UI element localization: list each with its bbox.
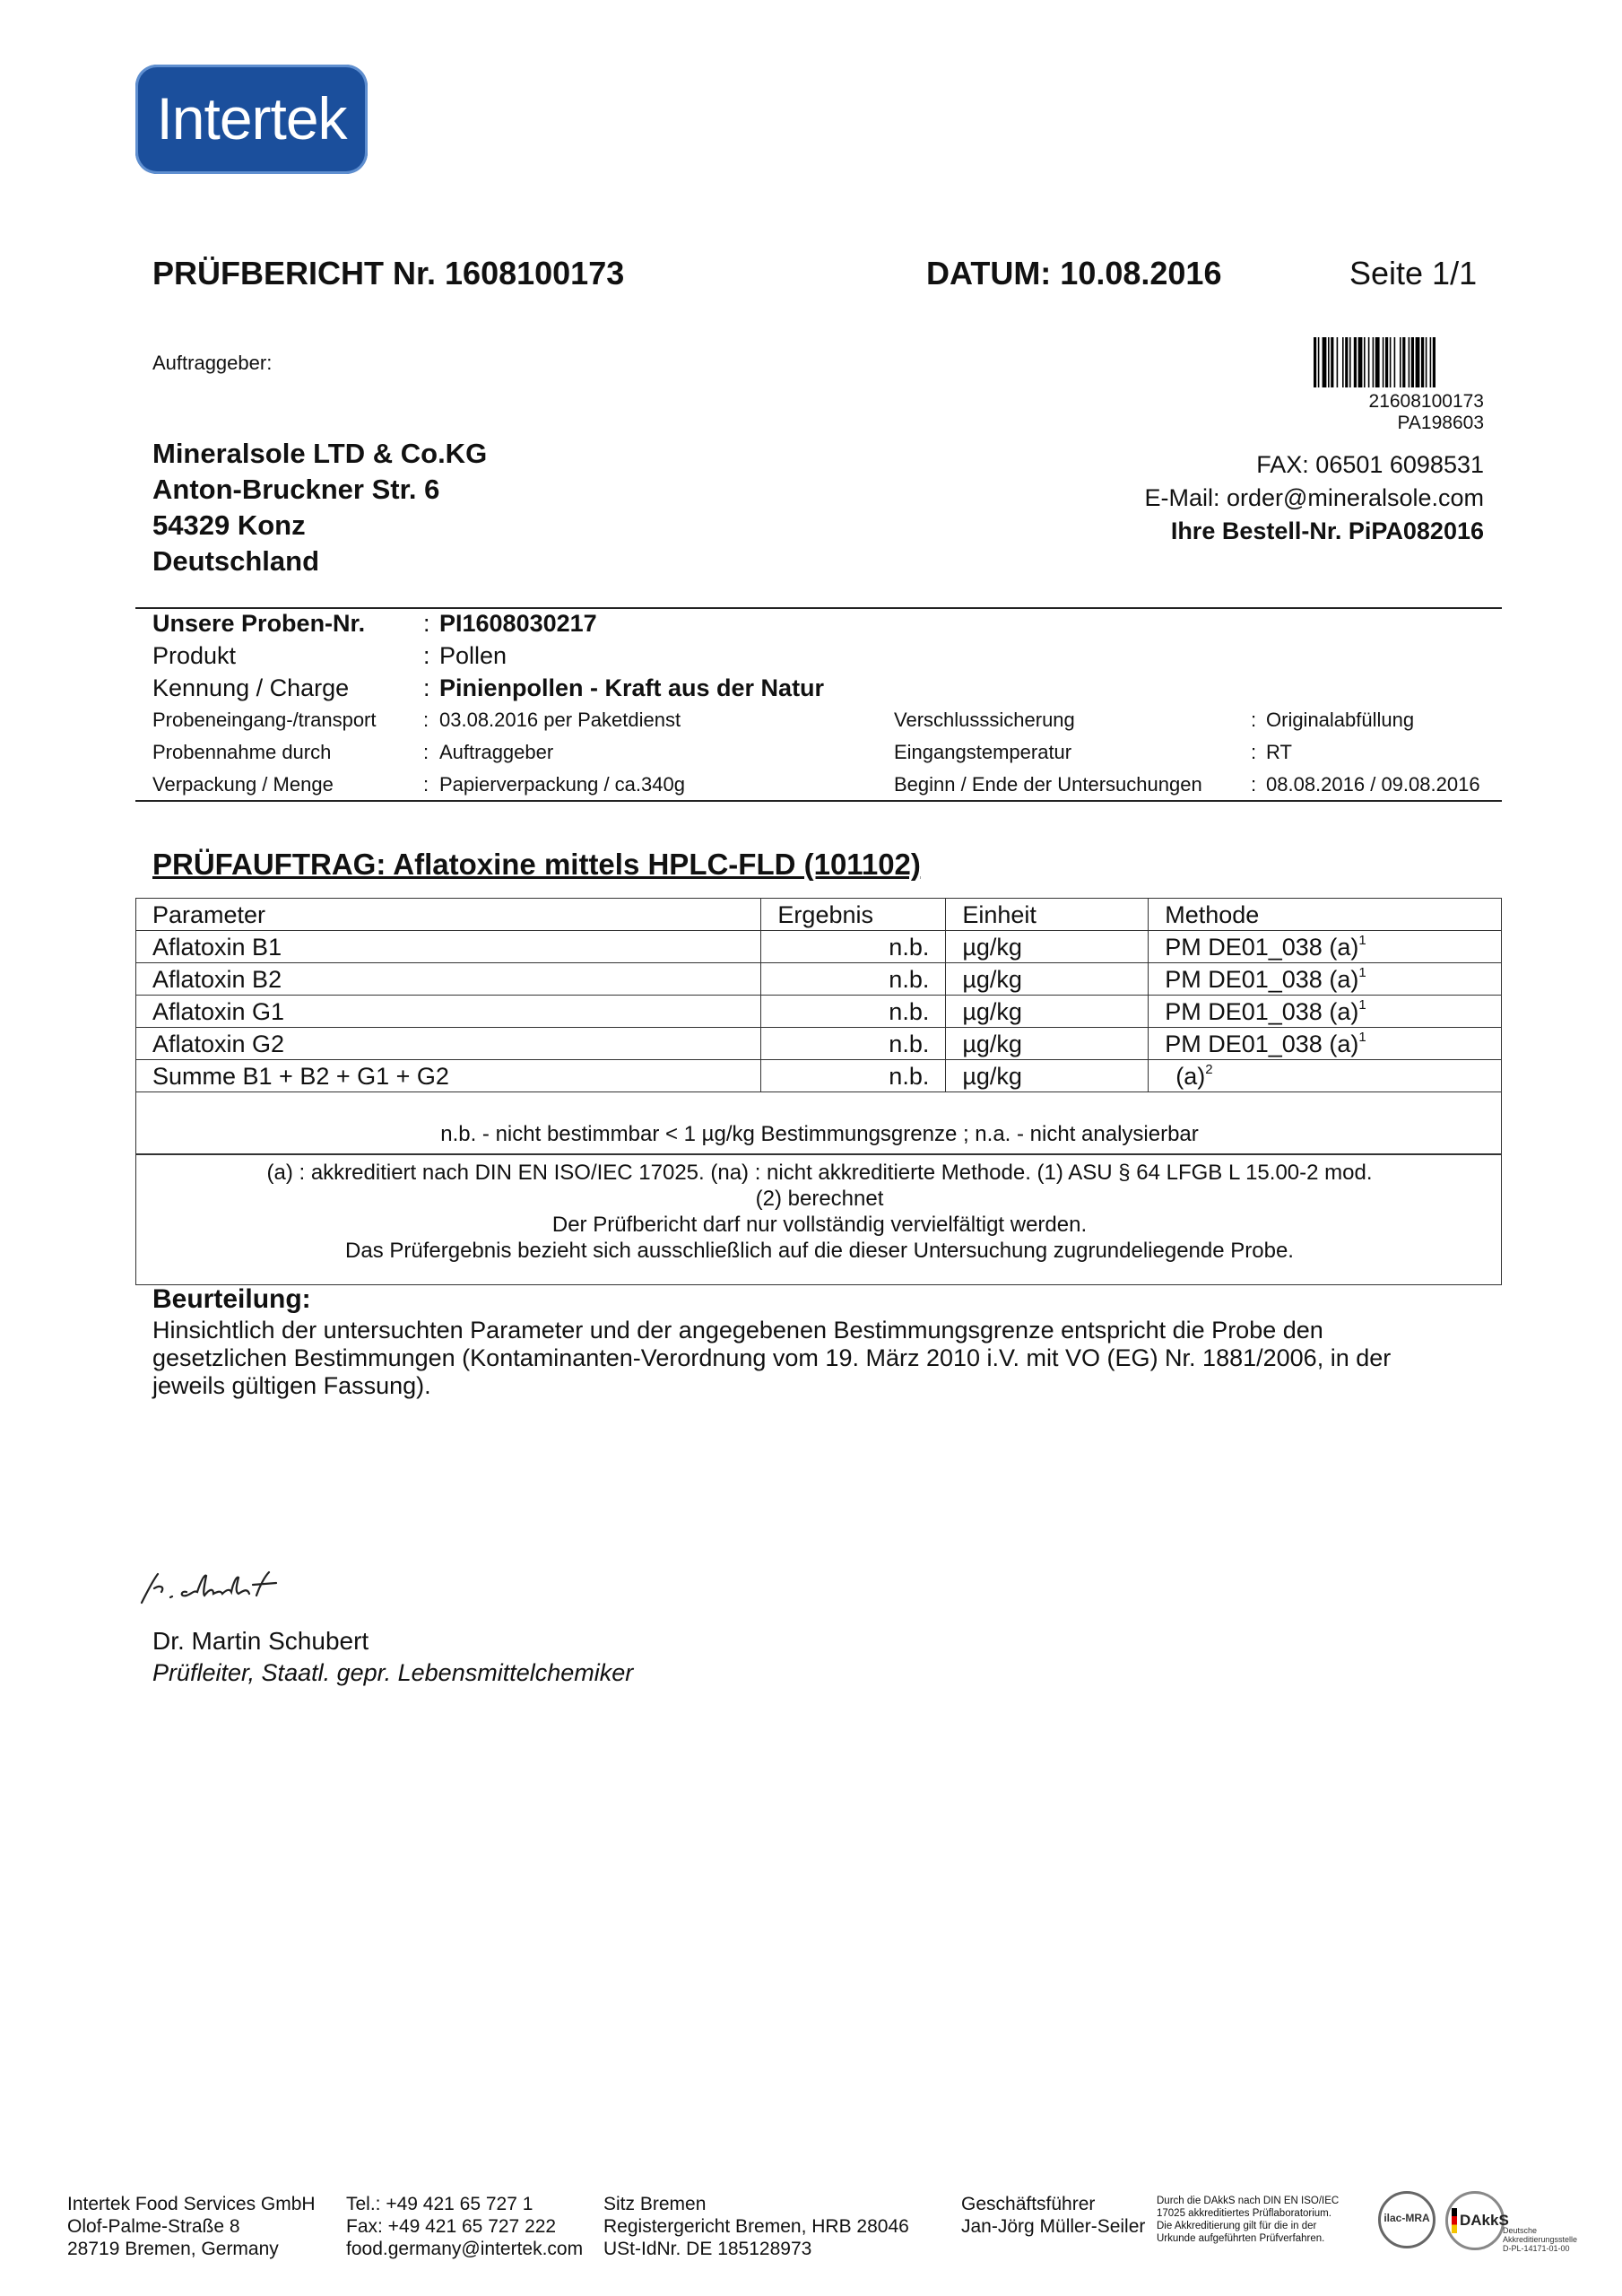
method-footnote: 1	[1358, 932, 1366, 948]
footer-registry	[603, 2193, 909, 2260]
barcode-bar	[1394, 337, 1396, 387]
method-footnote: 2	[1205, 1061, 1213, 1077]
barcode-bar	[1337, 337, 1339, 387]
test-period-value: 08.08.2016 / 09.08.2016	[1266, 773, 1480, 796]
calculation-note: (2) berechnet	[755, 1187, 884, 1211]
barcode-bar	[1402, 337, 1405, 387]
handwritten-signature	[134, 1565, 305, 1610]
client-line: Anton-Bruckner Str. 6	[152, 474, 440, 505]
barcode-bar	[1373, 337, 1375, 387]
report-date: DATUM: 10.08.2016	[926, 255, 1222, 291]
test-order-title: PRÜFAUFTRAG: Aflatoxine mittels HPLC-FLD (101102)	[152, 848, 921, 881]
divider-bottom	[135, 800, 1502, 802]
dakks-seal	[1445, 2191, 1509, 2250]
table-row	[136, 931, 1502, 963]
barcode-bar	[1409, 337, 1410, 387]
barcode-bar	[1390, 337, 1392, 387]
batch-label: Kennung / Charge	[152, 674, 350, 701]
table-row	[136, 996, 1502, 1028]
cell-parameter: Summe B1 + B2 + G1 + G2	[136, 1060, 761, 1092]
order-number: Ihre Bestell-Nr. PiPA082016	[1170, 517, 1484, 544]
barcode-bar	[1314, 337, 1316, 387]
sampling-label: Probennahme durch	[152, 741, 332, 763]
page-number: Seite 1/1	[1349, 255, 1478, 291]
ilac-mra-seal	[1378, 2191, 1436, 2248]
packaging-value: Papierverpackung / ca.340g	[439, 773, 685, 796]
barcode-bar	[1323, 337, 1327, 387]
footer-line: Olof-Palme-Straße 8	[67, 2216, 240, 2237]
sample-colon: :	[423, 741, 429, 763]
cell-result: n.b.	[761, 931, 946, 963]
footer-line: Geschäftsführer	[961, 2194, 1096, 2214]
footer-line: Deutsche	[1503, 2226, 1538, 2235]
seal-value: Originalabfüllung	[1266, 709, 1415, 731]
barcode-bar	[1383, 337, 1384, 387]
results-table	[135, 898, 1502, 1092]
temperature-label: Eingangstemperatur	[894, 741, 1072, 763]
receipt-label: Probeneingang-/transport	[152, 709, 377, 731]
footer-line: Tel.: +49 421 65 727 1	[346, 2194, 533, 2214]
barcode-bar	[1416, 337, 1420, 387]
footer-line: D-PL-14171-01-00	[1503, 2244, 1570, 2253]
method-text: PM DE01_038 (a)	[1165, 997, 1359, 1025]
report-title: PRÜFBERICHT Nr. 1608100173	[152, 255, 625, 291]
barcode-bar	[1385, 337, 1388, 387]
batch-value: Pinienpollen - Kraft aus der Natur	[439, 674, 825, 701]
barcode-bar	[1421, 337, 1424, 387]
sample-colon: :	[423, 674, 430, 701]
client-contact	[1031, 448, 1484, 548]
copy-note: Der Prüfbericht darf nur vollständig vervielfältigt werden.	[551, 1213, 1088, 1237]
packaging-label: Verpackung / Menge	[152, 773, 334, 796]
scope-note: Das Prüfergebnis bezieht sich ausschließlich auf die dieser Untersuchung zugrundeliegende Probe.	[345, 1239, 1294, 1263]
sample-colon: :	[423, 610, 430, 637]
barcode-graphic	[1314, 337, 1484, 387]
cell-method	[1149, 1028, 1502, 1060]
footer-phone	[346, 2193, 583, 2260]
sample-number-value: PI1608030217	[439, 610, 597, 637]
flag-stripe-icon	[1452, 2208, 1457, 2233]
method-text: PM DE01_038 (a)	[1165, 933, 1359, 961]
method-text: PM DE01_038 (a)	[1165, 965, 1359, 993]
client-line: Deutschland	[152, 545, 320, 577]
method-footnote: 1	[1358, 996, 1366, 1013]
footer-line: Urkunde aufgeführten Prüfverfahren.	[1157, 2233, 1325, 2244]
barcode-bar	[1342, 337, 1344, 387]
footer-line: USt-IdNr. DE 185128973	[603, 2239, 812, 2259]
signatory-name: Dr. Martin Schubert	[152, 1627, 369, 1655]
footer-line: Intertek Food Services GmbH	[67, 2194, 316, 2214]
cell-unit: µg/kg	[946, 931, 1149, 963]
sample-colon: :	[1251, 773, 1257, 796]
barcode-bar	[1426, 337, 1427, 387]
sample-colon: :	[1251, 709, 1257, 731]
client-line: 54329 Konz	[152, 509, 306, 541]
cell-parameter: Aflatoxin G1	[136, 996, 761, 1028]
cell-parameter: Aflatoxin B1	[136, 931, 761, 963]
intertek-logo	[135, 65, 368, 174]
cell-method	[1149, 963, 1502, 996]
footer-line: Registergericht Bremen, HRB 28046	[603, 2216, 909, 2237]
sample-colon: :	[423, 773, 429, 796]
cell-unit: µg/kg	[946, 1028, 1149, 1060]
sample-colon: :	[1251, 741, 1257, 763]
notes-divider	[135, 1153, 1502, 1155]
method-text: (a)	[1175, 1062, 1206, 1090]
barcode-bar	[1318, 337, 1320, 387]
seal-label: Verschlusssicherung	[894, 709, 1075, 731]
footer-accreditation-text	[1157, 2195, 1372, 2245]
footer-line: 17025 akkreditiertes Prüflaboratorium.	[1157, 2208, 1331, 2219]
cell-result: n.b.	[761, 996, 946, 1028]
sample-colon: :	[423, 709, 429, 731]
barcode-bar	[1368, 337, 1370, 387]
dakks-seal-caption	[1503, 2226, 1577, 2253]
footer-line: Jan-Jörg Müller-Seiler	[961, 2216, 1146, 2237]
barcode-bar	[1358, 337, 1363, 387]
email-address: E-Mail: order@mineralsole.com	[1144, 484, 1484, 511]
method-text: PM DE01_038 (a)	[1165, 1030, 1359, 1057]
footer-line: food.germany@intertek.com	[346, 2239, 584, 2259]
footer-line: Durch die DAkkS nach DIN EN ISO/IEC	[1157, 2196, 1340, 2206]
client-line: Mineralsole LTD & Co.KG	[152, 438, 488, 469]
footer-line: Sitz Bremen	[603, 2194, 707, 2214]
client-label: Auftraggeber:	[152, 352, 273, 374]
table-header-row	[136, 899, 1502, 931]
barcode-bar	[1349, 337, 1351, 387]
receipt-value: 03.08.2016 per Paketdienst	[439, 709, 681, 731]
barcode-bar	[1430, 337, 1432, 387]
barcode-bar	[1364, 337, 1366, 387]
table-row	[136, 1060, 1502, 1092]
cell-method	[1149, 931, 1502, 963]
footer-line: Die Akkreditierung gilt für die in der	[1157, 2221, 1317, 2231]
method-footnote: 1	[1358, 964, 1366, 980]
divider-top	[135, 607, 1502, 609]
notes-box	[135, 1091, 1502, 1285]
header-result: Ergebnis	[761, 899, 946, 931]
cell-unit: µg/kg	[946, 963, 1149, 996]
barcode-bar	[1400, 337, 1401, 387]
temperature-value: RT	[1266, 741, 1292, 763]
cell-unit: µg/kg	[946, 1060, 1149, 1092]
table-row	[136, 1028, 1502, 1060]
barcode-bar	[1433, 337, 1436, 387]
fax-number: FAX: 06501 6098531	[1256, 451, 1484, 478]
assessment-heading: Beurteilung:	[152, 1284, 311, 1314]
client-address	[152, 436, 487, 579]
abbreviation-note: n.b. - nicht bestimmbar < 1 µg/kg Bestimmungsgrenze ; n.a. - nicht analysierbar	[440, 1122, 1199, 1146]
barcode-numbers	[1255, 391, 1484, 434]
cell-parameter: Aflatoxin B2	[136, 963, 761, 996]
test-period-label: Beginn / Ende der Untersuchungen	[894, 773, 1202, 796]
product-value: Pollen	[439, 642, 507, 669]
method-footnote: 1	[1358, 1029, 1366, 1045]
seal-text: DAkkS	[1460, 2212, 1509, 2229]
signatory-role: Prüfleiter, Staatl. gepr. Lebensmittelchemiker	[152, 1659, 634, 1686]
cell-result: n.b.	[761, 1028, 946, 1060]
barcode-number-1: 21608100173	[1368, 391, 1484, 412]
cell-result: n.b.	[761, 963, 946, 996]
barcode-bar	[1345, 337, 1348, 387]
product-label: Produkt	[152, 642, 237, 669]
logo-text: Intertek	[156, 85, 347, 152]
cell-unit: µg/kg	[946, 996, 1149, 1028]
cell-method	[1149, 996, 1502, 1028]
barcode-bar	[1375, 337, 1380, 387]
sample-label: Unsere Proben-Nr.	[152, 610, 366, 637]
cell-parameter: Aflatoxin G2	[136, 1028, 761, 1060]
footer-line: Fax: +49 421 65 727 222	[346, 2216, 557, 2237]
sample-colon: :	[423, 642, 430, 669]
footer-line: Akkreditierungsstelle	[1503, 2235, 1578, 2244]
header-method: Methode	[1149, 899, 1502, 931]
cell-method	[1149, 1060, 1502, 1092]
header-parameter: Parameter	[136, 899, 761, 931]
accreditation-note: (a) : akkreditiert nach DIN EN ISO/IEC 17025. (na) : nicht akkreditierte Methode. (1) ASU § 64 LFGB L 15.00-2 mod.	[266, 1161, 1373, 1185]
sampling-value: Auftraggeber	[439, 741, 554, 763]
assessment-text: Hinsichtlich der untersuchten Parameter und der angegebenen Bestimmungsgrenze entspricht die Probe den gesetzlichen Bestimmungen (Kontaminanten-Verordnung vom 19. März 2010 i.V. mit VO (EG) Nr. 1881/2006, in der jeweils gültigen Fassung).	[152, 1317, 1392, 1399]
footer-line: 28719 Bremen, Germany	[67, 2239, 279, 2259]
footer-management	[961, 2193, 1145, 2238]
barcode-bar	[1331, 337, 1333, 387]
sample-info	[152, 610, 1497, 798]
seal-text: ilac-MRA	[1383, 2212, 1430, 2224]
barcode-bar	[1411, 337, 1414, 387]
barcode-number-2: PA198603	[1397, 413, 1484, 433]
header-unit: Einheit	[946, 899, 1149, 931]
cell-result: n.b.	[761, 1060, 946, 1092]
barcode-bar	[1354, 337, 1357, 387]
footer-company	[67, 2193, 316, 2260]
table-row	[136, 963, 1502, 996]
barcode-bar	[1328, 337, 1330, 387]
